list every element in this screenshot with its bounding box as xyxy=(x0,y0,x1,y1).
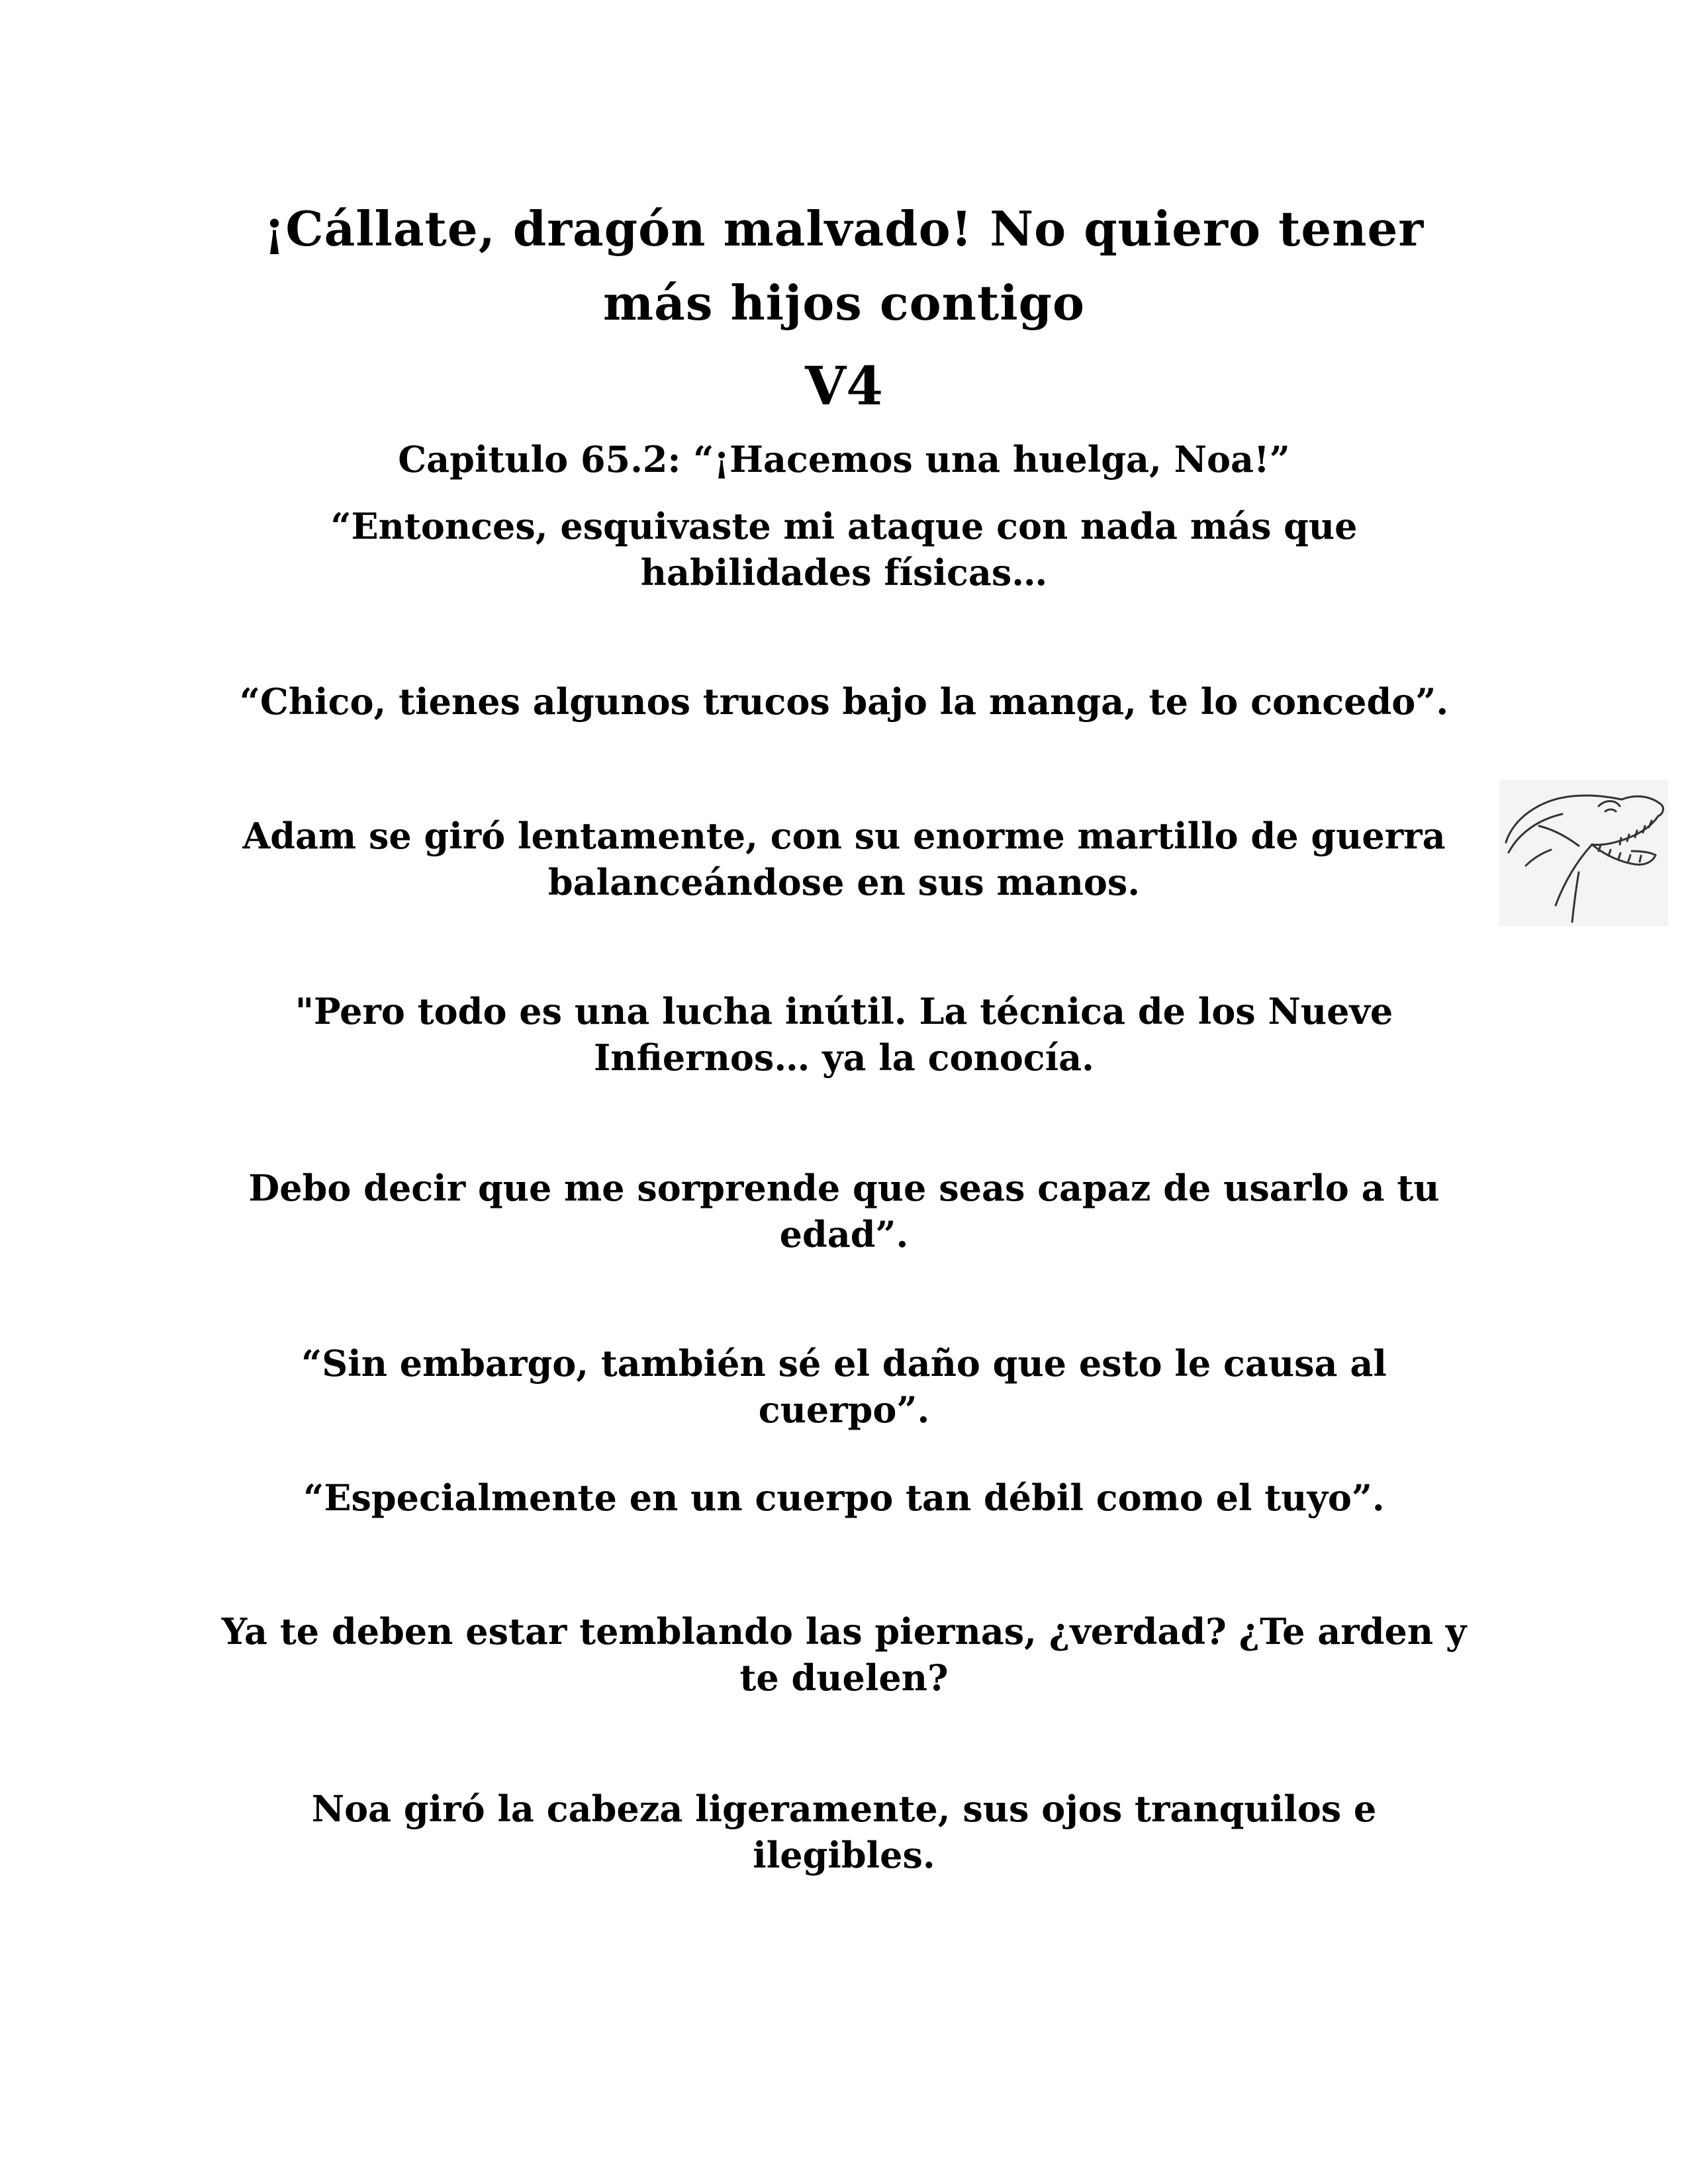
paragraph-line: Infiernos… ya la conocía. xyxy=(594,1036,1094,1079)
paragraph-line: edad”. xyxy=(779,1213,909,1255)
paragraph-line: “Sin embargo, también sé el daño que esto le causa al cuerpo”. xyxy=(301,1342,1387,1431)
paragraph-line: Debo decir que me sorprende que seas capaz de usarlo a tu xyxy=(248,1167,1440,1209)
paragraph-line: habilidades físicas… xyxy=(640,551,1048,594)
dinosaur-head-sketch-icon xyxy=(1499,780,1668,927)
paragraph-line: Noa giró la cabeza ligeramente, sus ojos tranquilos e ilegibles. xyxy=(311,1788,1377,1876)
paragraph-line: Adam se giró lentamente, con su enorme martillo de guerra xyxy=(242,815,1446,857)
paragraph xyxy=(218,813,1470,905)
volume-label: V4 xyxy=(805,355,883,417)
title-line-2: más hijos contigo xyxy=(603,275,1085,331)
title-line-1: ¡Cállate, dragón malvado! No quiero tener xyxy=(263,201,1425,257)
paragraph xyxy=(218,1475,1470,1521)
chapter-heading: Capitulo 65.2: “¡Hacemos una huelga, Noa!” xyxy=(398,438,1290,480)
paragraph xyxy=(218,678,1470,725)
paragraph xyxy=(218,1608,1470,1701)
paragraph-line: “Especialmente en un cuerpo tan débil como el tuyo”. xyxy=(303,1477,1385,1519)
paragraph-line: Ya te deben estar temblando las piernas, ¿verdad? ¿Te arden y xyxy=(221,1610,1467,1653)
paragraph-line: "Pero todo es una lucha inútil. La técnica de los Nueve xyxy=(295,990,1393,1032)
paragraph xyxy=(218,1340,1470,1433)
paragraph-line: “Chico, tienes algunos trucos bajo la manga, te lo concedo”. xyxy=(239,680,1449,723)
paragraph-line: balanceándose en sus manos. xyxy=(547,861,1141,903)
paragraph-line: “Entonces, esquivaste mi ataque con nada más que xyxy=(330,505,1358,547)
document-title xyxy=(218,192,1470,340)
paragraph xyxy=(218,1165,1470,1257)
paragraph xyxy=(218,988,1470,1081)
paragraph xyxy=(218,1786,1470,1878)
paragraph-line: te duelen? xyxy=(739,1657,949,1699)
paragraph xyxy=(218,503,1470,596)
